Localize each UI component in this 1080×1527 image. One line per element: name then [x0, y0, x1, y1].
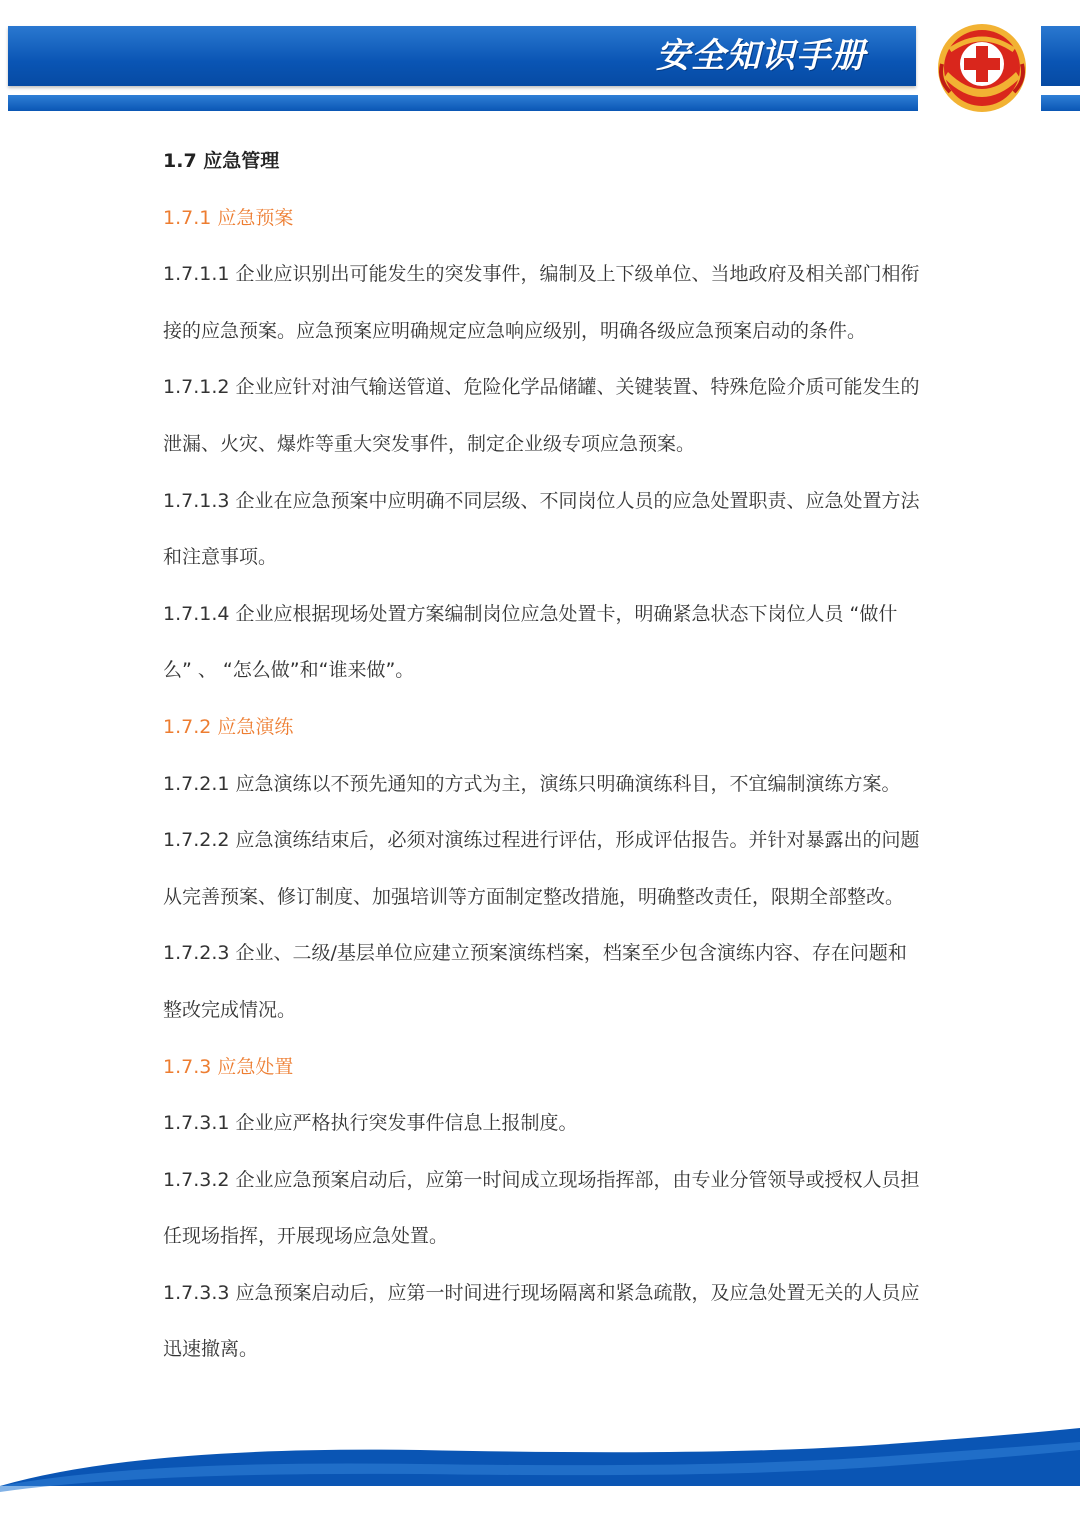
paragraph-line: 任现场指挥，开展现场应急处置。 — [163, 1225, 449, 1248]
paragraph-line: 接的应急预案。应急预案应明确规定应急响应级别，明确各级应急预案启动的条件。 — [163, 319, 867, 342]
paragraph-line: 1.7.1.2 企业应针对油气输送管道、危险化学品储罐、关键装置、特殊危险介质可能发生的 — [163, 376, 920, 399]
paragraph-line: 迅速撤离。 — [163, 1338, 259, 1361]
paragraph-line: 1.7.1.3 企业在应急预案中应明确不同层级、不同岗位人员的应急处置职责、应急处置方法 — [163, 489, 920, 512]
paragraph-line: 和注意事项。 — [163, 546, 278, 569]
paragraph-line: 整改完成情况。 — [163, 998, 297, 1021]
paragraph-line: 1.7.2.2 应急演练结束后，必须对演练过程进行评估，形成评估报告。并针对暴露出的问题 — [163, 829, 920, 852]
paragraph-line: 1.7.1.4 企业应根据现场处置方案编制岗位应急处置卡，明确紧急状态下岗位人员 “做什 — [163, 602, 898, 625]
paragraph-line: 1.7.3.3 应急预案启动后，应第一时间进行现场隔离和紧急疏散，及应急处置无关的人员应 — [163, 1281, 920, 1304]
section-title: 1.7 应急管理 — [163, 150, 280, 172]
header-title: 安全知识手册 — [656, 36, 866, 76]
paragraph-line: 从完善预案、修订制度、加强培训等方面制定整改措施，明确整改责任，限期全部整改。 — [163, 885, 905, 908]
document-body — [163, 133, 923, 1378]
paragraph-line: 1.7.2.1 应急演练以不预先通知的方式为主，演练只明确演练科目，不宜编制演练方案。 — [163, 772, 901, 795]
paragraph-line: 1.7.3.2 企业应急预案启动后，应第一时间成立现场指挥部，由专业分管领导或授权人员担 — [163, 1168, 920, 1191]
subsection-heading: 1.7.1 应急预案 — [163, 206, 294, 229]
paragraph-line: 泄漏、火灾、爆炸等重大突发事件，制定企业级专项应急预案。 — [163, 432, 696, 455]
header-band — [8, 26, 916, 86]
safety-cross-emblem-icon — [930, 20, 1034, 116]
header-stripe — [8, 95, 918, 111]
paragraph-line: 1.7.1.1 企业应识别出可能发生的突发事件，编制及上下级单位、当地政府及相关部门相衔 — [163, 263, 920, 286]
subsection-heading: 1.7.3 应急处置 — [163, 1055, 294, 1078]
header-stripe-right — [1041, 95, 1080, 111]
paragraph-line: 么” 、 “怎么做”和“谁来做”。 — [163, 659, 415, 682]
footer-wave — [0, 1420, 1080, 1527]
paragraph-line: 1.7.3.1 企业应严格执行突发事件信息上报制度。 — [163, 1112, 578, 1135]
subsection-heading: 1.7.2 应急演练 — [163, 715, 294, 738]
header-band-right — [1041, 26, 1080, 86]
paragraph-line: 1.7.2.3 企业、二级/基层单位应建立预案演练档案，档案至少包含演练内容、存在问题和 — [163, 942, 907, 965]
